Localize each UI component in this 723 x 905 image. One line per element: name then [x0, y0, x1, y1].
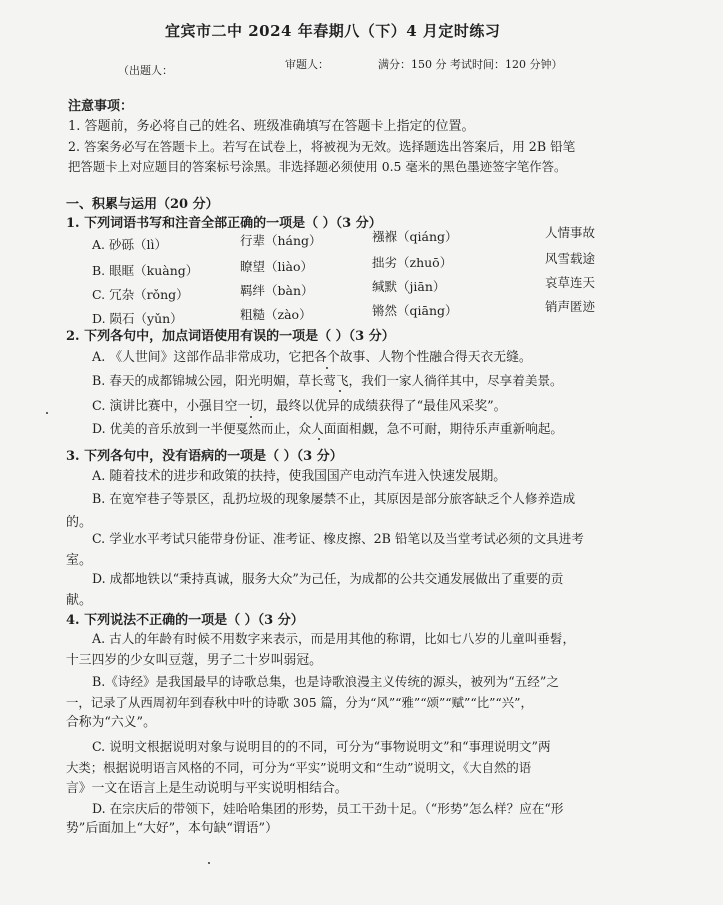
- q3-option-d-line2: 献。: [66, 593, 93, 608]
- q1-b-4: 风雪载途: [545, 251, 596, 266]
- q4-option-a-line2: 十三四岁的少女叫豆蔻，男子二十岁叫弱冠。: [66, 653, 322, 668]
- q1-d-3: 锵然（qiāng）: [372, 303, 458, 318]
- q2-option-d: D. 优美的音乐放到一半便戛然而止，众人面面相觑，急不可耐，期待乐声重新响起。: [92, 421, 564, 436]
- q1-b-2: 瞭望（liào）: [240, 259, 313, 274]
- q4-option-b-line1: B.《诗经》是我国最早的诗歌总集，也是诗歌浪漫主义传统的源头，被列为“五经”之: [92, 674, 559, 689]
- q3-option-a: A. 随着技术的进步和政策的扶持，使我国国产电动汽车进入快速发展期。: [92, 469, 507, 484]
- q2-option-a: A. 《人世间》这部作品非常成功，它把各个故事、人物个性融合得天衣无缝。: [92, 350, 532, 365]
- emphasis-dot: [250, 416, 252, 418]
- emphasis-dot: [326, 367, 328, 369]
- q1-d-4: 销声匿迹: [545, 299, 596, 314]
- q1-d-2: 粗糙（zào）: [240, 307, 312, 322]
- q4-option-b-line3: 合称为“六义”。: [66, 715, 156, 730]
- section-heading: 一、积累与运用（20 分）: [66, 197, 219, 212]
- score-time: 满分：150 分 考试时间：120 分钟）: [378, 58, 563, 71]
- q1-c-1: C. 冗杂（rǒng）: [92, 287, 189, 302]
- q1-a-2: 行辈（háng）: [240, 233, 322, 248]
- q3-option-b-line1: B. 在宽窄巷子等景区，乱扔垃圾的现象屡禁不止，其原因是部分旅客缺乏个人修养造成: [92, 491, 576, 506]
- q1-a-4: 人情事故: [545, 225, 596, 240]
- notice-line-3: 把答题卡上对应题目的答案标号涂黑。非选择题必须使用 0.5 毫米的黑色墨迹签字笔作答。: [68, 159, 567, 174]
- q4-option-d-line1: D. 在宗庆后的带领下，娃哈哈集团的形势，员工干劲十足。（“形势”怎么样？应在“形: [92, 801, 564, 816]
- q4-stem: 4. 下列说法不正确的一项是（ ）（3 分）: [66, 613, 304, 628]
- q1-c-4: 哀草连天: [545, 275, 596, 290]
- q1-d-1: D. 陨石（yǔn）: [92, 311, 183, 326]
- q4-option-b-line2: 一，记录了从西周初年到春秋中叶的诗歌 305 篇，分为“风”“雅”“颂”“赋”“比”“兴”，: [66, 695, 533, 710]
- q3-option-b-line2: 的。: [66, 515, 93, 530]
- scan-speck: [46, 412, 48, 414]
- q4-option-c-line2: 大类；根据说明语言风格的不同，可分为“平实”说明文和“生动”说明文，《大自然的语: [66, 760, 532, 775]
- notice-line-1: 1. 答题前，务必将自己的姓名、班级准确填写在答题卡上指定的位置。: [68, 119, 475, 134]
- q3-stem: 3. 下列各句中，没有语病的一项是（ ）（3 分）: [66, 449, 343, 464]
- q1-b-3: 拙劣（zhuō）: [372, 255, 453, 270]
- q2-option-b: B. 春天的成都锦城公园，阳光明媚，草长莺飞，我们一家人徜徉其中，尽享着美景。: [92, 373, 563, 388]
- q1-c-3: 缄默（jiān）: [372, 279, 446, 294]
- emphasis-dot: [318, 438, 320, 440]
- notice-heading: 注意事项：: [68, 99, 134, 114]
- q1-c-2: 羁绊（bàn）: [240, 283, 314, 298]
- q1-b-1: B. 眼眶（kuàng）: [92, 263, 199, 278]
- exam-title: 宜宾市二中 2024 年春期八（下）4 月定时练习: [165, 22, 501, 40]
- q3-option-c-line1: C. 学业水平考试只能带身份证、准考证、橡皮擦、2B 铅笔以及当堂考试必须的文具进考: [92, 531, 584, 546]
- scan-speck: [208, 862, 210, 864]
- q1-a-1: A. 砂砾（lì）: [92, 237, 167, 252]
- q3-option-d-line1: D. 成都地铁以“秉持真诚，服务大众”为己任，为成都的公共交通发展做出了重要的贡: [92, 571, 564, 586]
- q2-stem: 2. 下列各句中，加点词语使用有误的一项是（ ）（3 分）: [66, 329, 395, 344]
- q1-a-3: 襁褓（qiáng）: [372, 229, 458, 244]
- q1-stem: 1. 下列词语书写和注音全部正确的一项是（ ）（3 分）: [66, 216, 382, 231]
- q4-option-d-line2: 势”后面加上“大好”，本句缺“谓语”）: [66, 821, 278, 836]
- emphasis-dot: [339, 390, 341, 392]
- notice-line-2: 2. 答案务必写在答题卡上。若写在试卷上，将被视为无效。选择题选出答案后，用 2B 铅笔: [68, 139, 576, 154]
- q4-option-a-line1: A. 古人的年龄有时候不用数字来表示，而是用其他的称谓，比如七八岁的儿童叫垂髫，: [92, 631, 576, 646]
- reviewer-label: 审题人：: [285, 58, 329, 71]
- setter-label: （出题人：: [118, 64, 173, 77]
- q2-option-c: C. 演讲比赛中，小强目空一切，最终以优异的成绩获得了“最佳风采奖”。: [92, 399, 507, 414]
- q3-option-c-line2: 室。: [66, 553, 93, 568]
- q4-option-c-line1: C. 说明文根据说明对象与说明目的的不同，可分为“事物说明文”和“事理说明文”两: [92, 739, 551, 754]
- q4-option-c-line3: 言》一文在语言上是生动说明与平实说明相结合。: [66, 781, 348, 796]
